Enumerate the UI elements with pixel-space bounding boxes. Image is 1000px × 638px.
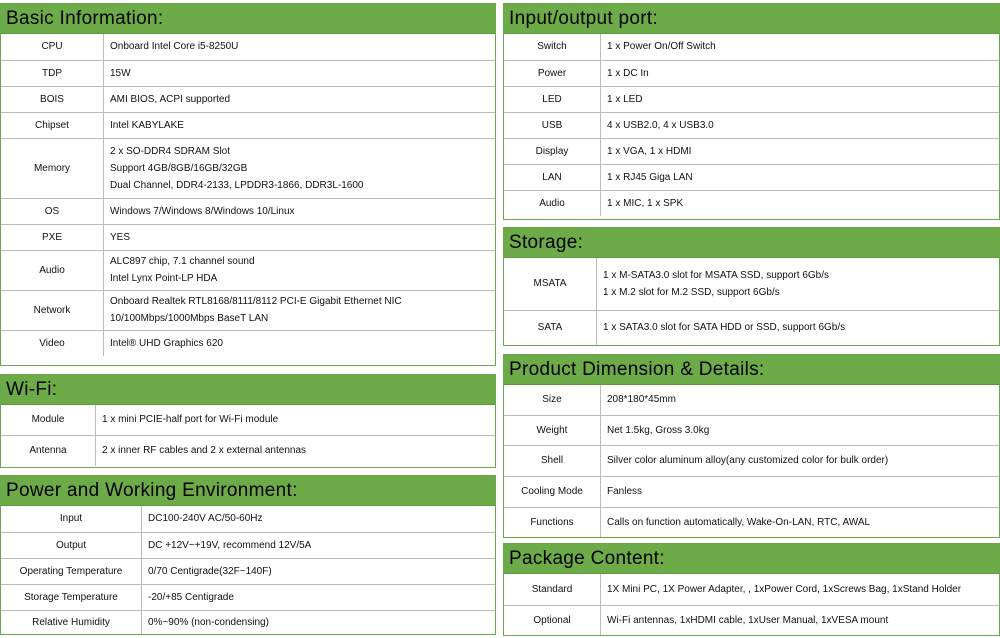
- spec-row: [504, 34, 999, 60]
- spec-value-line: Dual Channel, DDR4-2133, LPDDR3-1866, DDR3L-1600: [110, 179, 364, 191]
- section-title: Wi-Fi:: [1, 375, 495, 405]
- spec-value: [104, 60, 496, 86]
- spec-table: [504, 574, 999, 635]
- spec-label: Shell: [504, 445, 601, 476]
- spec-value: [104, 86, 496, 112]
- spec-value: [142, 506, 496, 532]
- spec-row: [504, 445, 999, 476]
- spec-row: [1, 112, 495, 138]
- spec-value-line: 1 x M-SATA3.0 slot for MSATA SSD, support 6Gb/s: [603, 269, 830, 281]
- spec-row: [1, 86, 495, 112]
- spec-row: [1, 250, 495, 290]
- spec-row: [504, 507, 999, 537]
- spec-label: Display: [504, 138, 601, 164]
- spec-value-line: 2 x inner RF cables and 2 x external antennas: [102, 445, 307, 457]
- spec-value-line: Intel KABYLAKE: [110, 119, 184, 131]
- spec-label: OS: [1, 198, 104, 224]
- spec-table: [1, 405, 495, 466]
- spec-label: TDP: [1, 60, 104, 86]
- spec-label: Size: [504, 385, 601, 415]
- spec-value-line: 4 x USB2.0, 4 x USB3.0: [607, 119, 714, 131]
- spec-row: [1, 584, 495, 610]
- spec-row: [504, 574, 999, 605]
- spec-value: [96, 435, 496, 466]
- section-title: Storage:: [504, 228, 999, 258]
- spec-label: BOIS: [1, 86, 104, 112]
- spec-value: [601, 190, 1000, 216]
- spec-value-line: Support 4GB/8GB/16GB/32GB: [110, 162, 248, 174]
- spec-value: [142, 584, 496, 610]
- spec-value: [601, 60, 1000, 86]
- spec-label: Audio: [504, 190, 601, 216]
- spec-value-line: Windows 7/Windows 8/Windows 10/Linux: [110, 205, 295, 217]
- spec-row: [1, 198, 495, 224]
- spec-row: [504, 112, 999, 138]
- spec-label: Optional: [504, 605, 601, 635]
- spec-label: Audio: [1, 250, 104, 290]
- spec-label: Standard: [504, 574, 601, 605]
- spec-value-line: Fanless: [607, 486, 643, 497]
- spec-label: Storage Temperature: [1, 584, 142, 610]
- spec-value: [142, 558, 496, 584]
- spec-value-line: Wi-Fi antennas, 1xHDMI cable, 1xUser Manual, 1xVESA mount: [607, 614, 889, 626]
- spec-value-line: 1 x M.2 slot for M.2 SSD, support 6Gb/s: [603, 286, 780, 298]
- spec-value: [104, 34, 496, 60]
- section-title: Input/output port:: [504, 4, 999, 34]
- spec-value-line: 1 x RJ45 Giga LAN: [607, 171, 693, 183]
- spec-row: [1, 34, 495, 60]
- spec-value: [601, 476, 1000, 507]
- spec-label: USB: [504, 112, 601, 138]
- spec-value: [601, 605, 1000, 635]
- spec-value-line: 1 x LED: [607, 93, 643, 105]
- spec-value-line: 208*180*45mm: [607, 394, 676, 406]
- io-port-section: [503, 3, 1000, 220]
- spec-value: [601, 445, 1000, 476]
- spec-value: [601, 164, 1000, 190]
- spec-label: MSATA: [504, 258, 597, 310]
- dimension-section: [503, 354, 1000, 538]
- spec-row: [1, 60, 495, 86]
- spec-label: CPU: [1, 34, 104, 60]
- spec-value-line: Onboard Intel Core i5-8250U: [110, 41, 239, 53]
- spec-value-line: 2 x SO-DDR4 SDRAM Slot: [110, 145, 231, 157]
- spec-value: [601, 112, 1000, 138]
- spec-table: [504, 34, 999, 216]
- spec-value: [597, 310, 1000, 345]
- spec-value: [601, 385, 1000, 415]
- basic-information-section: [0, 3, 496, 366]
- spec-label: Video: [1, 330, 104, 356]
- spec-value: [142, 610, 496, 634]
- spec-row: [1, 224, 495, 250]
- spec-row: [504, 415, 999, 445]
- spec-value-line: -20/+85 Centigrade: [148, 591, 234, 603]
- spec-table: [504, 258, 999, 345]
- spec-label: Antenna: [1, 435, 96, 466]
- section-title: Power and Working Environment:: [1, 476, 495, 506]
- spec-label: Operating Temperature: [1, 558, 142, 584]
- spec-value-line: AMI BIOS, ACPI supported: [110, 93, 231, 105]
- spec-value-line: 10/100Mbps/1000Mbps BaseT LAN: [110, 313, 269, 324]
- spec-label: Functions: [504, 507, 601, 537]
- spec-value: [601, 507, 1000, 537]
- spec-label: Power: [504, 60, 601, 86]
- spec-value-line: 1 x Power On/Off Switch: [607, 41, 716, 53]
- spec-row: [504, 60, 999, 86]
- spec-value-line: Onboard Realtek RTL8168/8111/8112 PCI-E Gigabit Ethernet NIC: [110, 296, 402, 307]
- spec-value-line: 1 x MIC, 1 x SPK: [607, 197, 684, 209]
- spec-value-line: Intel Lynx Point-LP HDA: [110, 273, 218, 284]
- spec-label: Cooling Mode: [504, 476, 601, 507]
- spec-value: [104, 224, 496, 250]
- spec-row: [1, 558, 495, 584]
- spec-label: Output: [1, 532, 142, 558]
- spec-value-line: Net 1.5kg, Gross 3.0kg: [607, 424, 710, 436]
- spec-row: [504, 605, 999, 635]
- spec-table: [1, 506, 495, 634]
- spec-row: [1, 138, 495, 198]
- spec-value-line: 0%~90% (non-condensing): [148, 616, 269, 628]
- spec-value-line: 1X Mini PC, 1X Power Adapter, , 1xPower Cord, 1xScrews Bag, 1xStand Holder: [607, 583, 962, 595]
- section-title: Basic Information:: [1, 4, 495, 34]
- spec-label: PXE: [1, 224, 104, 250]
- spec-value: [597, 258, 1000, 310]
- spec-label: LAN: [504, 164, 601, 190]
- spec-value-line: 1 x SATA3.0 slot for SATA HDD or SSD, support 6Gb/s: [603, 322, 846, 334]
- spec-value-line: 0/70 Centigrade(32F~140F): [148, 565, 272, 577]
- spec-value-line: Silver color aluminum alloy(any customized color for bulk order): [607, 455, 889, 466]
- spec-value: [104, 112, 496, 138]
- spec-value-line: DC100-240V AC/50-60Hz: [148, 513, 263, 525]
- storage-section: [503, 227, 1000, 346]
- spec-value: [601, 138, 1000, 164]
- spec-row: [504, 476, 999, 507]
- spec-value: [104, 250, 496, 290]
- spec-row: [504, 258, 999, 310]
- wifi-section: [0, 374, 496, 468]
- spec-value: [104, 290, 496, 330]
- spec-row: [1, 290, 495, 330]
- spec-label: Relative Humidity: [1, 610, 142, 634]
- spec-value: [601, 574, 1000, 605]
- spec-value: [142, 532, 496, 558]
- spec-row: [504, 385, 999, 415]
- spec-label: Switch: [504, 34, 601, 60]
- spec-value-line: 1 x mini PCIE-half port for Wi-Fi module: [102, 414, 279, 426]
- spec-table: [504, 385, 999, 537]
- spec-value-line: Calls on function automatically, Wake-On-LAN, RTC, AWAL: [607, 516, 871, 528]
- spec-row: [1, 330, 495, 356]
- spec-value: [104, 198, 496, 224]
- spec-value: [601, 34, 1000, 60]
- spec-value: [96, 405, 496, 435]
- spec-label: Network: [1, 290, 104, 330]
- spec-label: Weight: [504, 415, 601, 445]
- spec-row: [504, 86, 999, 112]
- spec-value-line: DC +12V~+19V, recommend 12V/5A: [148, 539, 312, 551]
- spec-label: SATA: [504, 310, 597, 345]
- spec-row: [504, 190, 999, 216]
- power-section: [0, 475, 496, 635]
- spec-row: [504, 164, 999, 190]
- spec-value: [601, 415, 1000, 445]
- spec-row: [504, 138, 999, 164]
- spec-value-line: ALC897 chip, 7.1 channel sound: [110, 256, 255, 267]
- spec-value: [601, 86, 1000, 112]
- spec-value: [104, 138, 496, 198]
- spec-label: Chipset: [1, 112, 104, 138]
- spec-value-line: 1 x VGA, 1 x HDMI: [607, 145, 692, 157]
- spec-row: [1, 405, 495, 435]
- spec-value-line: Intel® UHD Graphics 620: [110, 337, 223, 349]
- spec-value: [104, 330, 496, 356]
- spec-row: [1, 532, 495, 558]
- spec-label: Input: [1, 506, 142, 532]
- spec-table: [1, 34, 495, 356]
- spec-value-line: 15W: [110, 67, 131, 79]
- section-title: Package Content:: [504, 544, 999, 574]
- section-title: Product Dimension & Details:: [504, 355, 999, 385]
- spec-label: Module: [1, 405, 96, 435]
- package-section: [503, 543, 1000, 636]
- spec-label: LED: [504, 86, 601, 112]
- spec-value-line: YES: [110, 231, 131, 243]
- spec-row: [1, 610, 495, 634]
- spec-row: [1, 435, 495, 466]
- spec-row: [1, 506, 495, 532]
- spec-label: Memory: [1, 138, 104, 198]
- spec-value-line: 1 x DC In: [607, 67, 649, 79]
- spec-row: [504, 310, 999, 345]
